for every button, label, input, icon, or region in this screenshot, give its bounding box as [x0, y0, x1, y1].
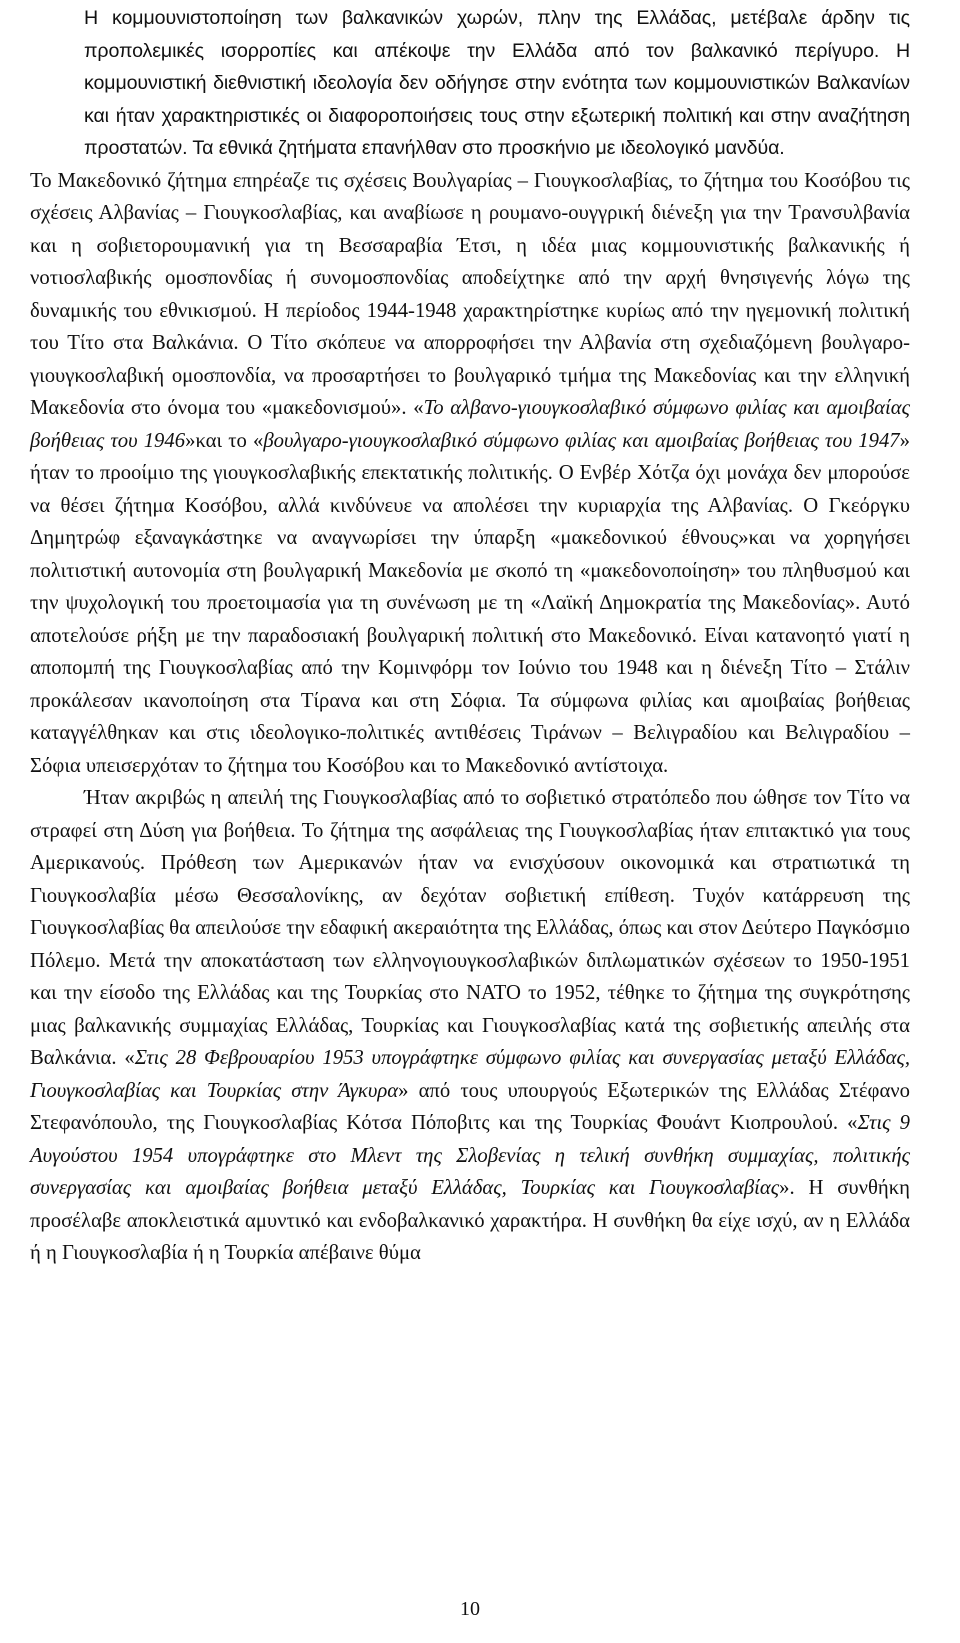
- document-page: [30, 0, 910, 1643]
- italic-text-segment: Στις 28 Φεβρουαρίου 1953 υπογράφτηκε σύμφωνο φιλίας και συνεργασίας μεταξύ Ελλάδας, Γιουγκοσλαβίας και Τουρκίας στην Άγκυρα: [30, 1047, 911, 1102]
- text-segment: »και το «: [185, 429, 264, 452]
- italic-text-segment: Στις 9 Αυγούστου 1954 υπογράφτηκε στο Μλεντ της Σλοβενίας η τελική συνθήκη συμμαχίας, πολιτικής συνεργασίας και αμοιβαίας βοήθεια μεταξύ Ελλάδας, Τουρκίας και Γιουγκοσλαβίας: [30, 1112, 910, 1199]
- paragraph-1: [30, 0, 910, 782]
- italic-text-segment: Το αλβανο-γιουγκοσλαβικό σύμφωνο φιλίας και αμοιβαίας βοήθειας του 1946: [30, 397, 910, 452]
- text-segment: Το Μακεδονικό ζήτημα επηρέαζε τις σχέσεις Βουλγαρίας – Γιουγκοσλαβίας, το ζήτημα του Κοσόβου τις σχέσεις Αλβανίας – Γιουγκοσλαβίας, και αναβίωσε η ρουμανο-ουγγρική διένεξη για την Τρανσυλβανία και η σοβιετορουμανική για τη Βεσσαραβία Έτσι, η ιδέα μιας κομμουνιστικής βαλκανικής ή νοτιοσλαβικής ομοσπονδίας ή συνομοσπονδίας αποδείχτηκε από την αρχή θνησιγενής λόγω της δυναμικής του εθνικισμού. Η περίοδος 1944-1948 χαρακτηρίστηκε κυρίως από την ηγεμονική πολιτική του Τίτο στα Βαλκάνια. Ο Τίτο σκόπευε να απορροφήσει την Αλβανία στη σχεδιαζόμενη βουλγαρο-γιουγκοσλαβική ομοσπονδία, να προσαρτήσει το βουλγαρικό τμήμα της Μακεδονίας και την ελληνική Μακεδονία στο όνομα του «μακεδονισμού». «: [30, 169, 910, 419]
- text-segment: » από τους υπουργούς Εξωτερικών της Ελλάδας Στέφανο Στεφανόπουλο, της Γιουγκοσλαβίας Κότσα Πόποβιτς και της Τουρκίας Φουάντ Κιοπρουλού. «: [30, 1079, 910, 1134]
- text-segment: Η κομμουνιστοποίηση των βαλκανικών χωρών, πλην της Ελλάδας, μετέβαλε άρδην τις προπολεμικές ισορροπίες και απέκοψε την Ελλάδα από τον βαλκανικό περίγυρο. Η κομμουνιστική διεθνιστική ιδεολογία δεν οδήγησε στην ενότητα των κομμουνιστικών Βαλκανίων και ήταν χαρακτηριστικές οι διαφοροποιήσεις τους στην εξωτερική πολιτική και στην αναζήτηση προστατών. Τα εθνικά ζητήματα επανήλθαν στο προσκήνιο με ιδεολογικό μανδύα.: [84, 7, 910, 159]
- page-number: 10: [460, 1598, 480, 1620]
- text-segment: ». Η συνθήκη προσέλαβε αποκλειστικά αμυντικό και ενδοβαλκανικό χαρακτήρα. Η συνθήκη θα είχε ισχύ, αν η Ελλάδα ή η Γιουγκοσλαβία ή η Τουρκία απέβαινε θύμα: [30, 1177, 910, 1264]
- italic-text-segment: βουλγαρο-γιουγκοσλαβικό σύμφωνο φιλίας και αμοιβαίας βοήθειας του 1947: [263, 429, 900, 452]
- text-segment: Ήταν ακριβώς η απειλή της Γιουγκοσλαβίας από το σοβιετικό στρατόπεδο που ώθησε τον Τίτο να στραφεί στη Δύση για βοήθεια. Το ζήτημα της ασφάλειας της Γιουγκοσλαβίας ήταν επιτακτικό για τους Αμερικανούς. Πρόθεση των Αμερικανών ήταν να ενισχύσουν οικονομικά και στρατιωτικά τη Γιουγκοσλαβία μέσω Θεσσαλονίκης, αν δεχόταν σοβιετική επίθεση. Τυχόν κατάρρευση της Γιουγκοσλαβίας θα απειλούσε την εδαφική ακεραιότητα της Ελλάδας, όπως και στον Δεύτερο Παγκόσμιο Πόλεμο. Μετά την αποκατάσταση των ελληνογιουγκοσλαβικών διπλωματικών σχέσεων το 1950-1951 και την είσοδο της Ελλάδας και της Τουρκίας στο ΝΑΤΟ το 1952, τέθηκε το ζήτημα της συγκρότησης μιας βαλκανικής συμμαχίας Ελλάδας, Τουρκίας και Γιουγκοσλαβίας κατά της σοβιετικής απειλής στα Βαλκάνια. «: [30, 787, 910, 1069]
- text-segment: » ήταν το προοίμιο της γιουγκοσλαβικής επεκτατικής πολιτικής. Ο Ενβέρ Χότζα όχι μονάχα δεν μπορούσε να θέσει ζήτημα Κοσόβου, αλλά κινδύνευε να απολέσει την κυριαρχία της Αλβανίας. Ο Γκεόργκυ Δημητρώφ εξαναγκάστηκε να αναγνωρίσει την ύπαρξη «μακεδονικού έθνους»και να χορηγήσει πολιτιστική αυτονομία στη βουλγαρική Μακεδονία με σκοπό τη «μακεδονοποίηση» του πληθυσμού και την ψυχολογική του προετοιμασία για τη συνένωση με τη «Λαϊκή Δημοκρατία της Μακεδονίας». Αυτό αποτελούσε ρήξη με την παραδοσιακή βουλγαρική πολιτική στο Μακεδονικό. Είναι κατανοητό γιατί η αποπομπή της Γιουγκοσλαβίας από την Κομινφόρμ τον Ιούνιο του 1948 και η διένεξη Τίτο – Στάλιν προκάλεσαν ικανοποίηση στα Τίρανα και στη Σόφια. Τα σύμφωνα φιλίας και αμοιβαίας βοήθειας καταγγέλθηκαν και στις ιδεολογικο-πολιτικές αντιθέσεις Τιράνων – Βελιγραδίου και Βελιγραδίου – Σόφια υπεισερχόταν το ζήτημα του Κοσόβου και το Μακεδονικό αντίστοιχα.: [30, 429, 910, 777]
- paragraph-2: [30, 782, 910, 1270]
